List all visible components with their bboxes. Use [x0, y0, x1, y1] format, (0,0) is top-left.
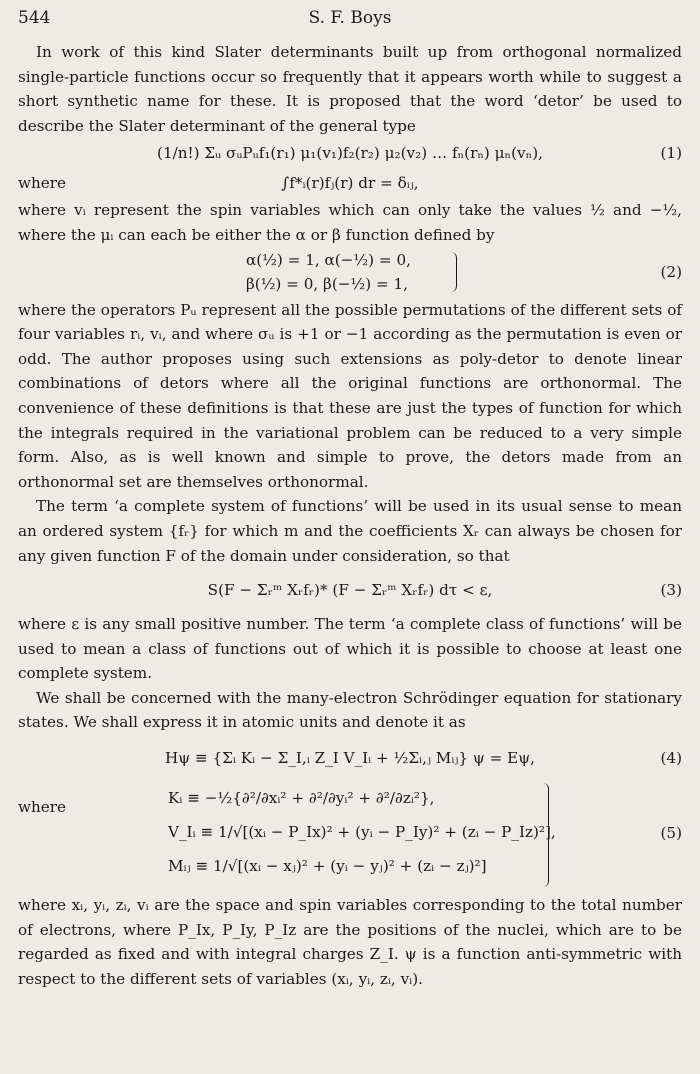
equation-1-number: (1) [660, 144, 682, 163]
normalization-where: where [18, 174, 67, 193]
equation-3-expression: S(F − Σᵣᵐ Xᵣfᵣ)* (F − Σᵣᵐ Xᵣfᵣ) dτ < ε, [207, 581, 493, 600]
article-body [18, 40, 682, 991]
equation-2-line-1: α(½) = 1, α(−½) = 0, [246, 250, 411, 269]
equation-5-number: (5) [660, 824, 682, 843]
paragraph-3: where the operators Pᵤ represent all the possible permutations of the different sets of four variables rᵢ, vᵢ, and where σᵤ is +1 or −1 according as the permutation is even or odd. The author proposes using such extensions as poly-detor to denote linear combinations of detors where all the original functions are orthonormal. The convenience of these definitions is that these are just the types of function for which the integrals required in the variational problem can be reduced to a very simple form. Also, as is well known and simple to prove, the detors made from an orthonormal set are themselves orthonormal. [18, 300, 682, 491]
equation-4-number: (4) [660, 749, 682, 768]
normalization-equation [18, 168, 682, 198]
equation-5-line-3: Mᵢⱼ ≡ 1/√[(xᵢ − xⱼ)² + (yᵢ − yⱼ)² + (zᵢ − zⱼ)²] [168, 857, 487, 876]
equation-5 [18, 781, 682, 893]
paragraph-5: where ε is any small positive number. The term ‘a complete class of functions’ will be used to mean a class of functions out of which it is possible to choose at least one complete system. [18, 615, 682, 683]
equation-5-line-1: Kᵢ ≡ −½{∂²/∂xᵢ² + ∂²/∂yᵢ² + ∂²/∂zᵢ²}, [168, 789, 435, 808]
equation-5-brace [538, 783, 549, 887]
page-header [18, 8, 682, 32]
equation-3 [18, 568, 682, 612]
equation-4 [18, 735, 682, 781]
paragraph-2: where vᵢ represent the spin variables which can only take the values ½ and −½, where the μᵢ can each be either the α or β function defined by [18, 201, 682, 244]
paragraph-4: The term ‘a complete system of functions’ will be used in its usual sense to mean an ordered system {fᵣ} for which m and the coefficients Xᵣ can always be chosen for any given function F of the domain under consideration, so that [18, 497, 682, 565]
equation-3-number: (3) [660, 581, 682, 600]
equation-1 [18, 138, 682, 168]
equation-5-where: where [18, 798, 67, 817]
page-number: 544 [18, 8, 51, 28]
equation-2 [18, 248, 682, 298]
equation-2-line-2: β(½) = 0, β(−½) = 1, [246, 274, 408, 293]
paragraph-6: We shall be concerned with the many-electron Schrödinger equation for stationary states. We shall express it in atomic units and denote it as [18, 688, 682, 732]
running-title: S. F. Boys [308, 8, 392, 28]
equation-5-line-2: V_Iᵢ ≡ 1/√[(xᵢ − P_Ix)² + (yᵢ − P_Iy)² + (zᵢ − P_Iz)²], [168, 823, 556, 842]
equation-4-expression: Hψ ≡ {Σᵢ Kᵢ − Σ_I,ᵢ Z_I V_Iᵢ + ½Σᵢ,ⱼ Mᵢⱼ} ψ = Eψ, [164, 749, 536, 768]
equation-1-expression: (1/n!) Σᵤ σᵤPᵤf₁(r₁) μ₁(v₁)f₂(r₂) μ₂(v₂) … fₙ(rₙ) μₙ(vₙ), [157, 144, 543, 163]
equation-2-brace [448, 252, 457, 292]
normalization-expression: ∫f*ᵢ(r)fⱼ(r) dr = δᵢⱼ, [281, 174, 419, 193]
paragraph-1: In work of this kind Slater determinants built up from orthogonal normalized single-particle functions occur so frequently that it appears worth while to suggest a short synthetic name for these. It is proposed that the word ‘detor’ be used to describe the Slater determinant of the general type [18, 43, 682, 135]
equation-2-number: (2) [660, 262, 682, 281]
paragraph-7: where xᵢ, yᵢ, zᵢ, vᵢ are the space and spin variables corresponding to the total number of electrons, where P_Ix, P_Iy, P_Iz are the positions of the nuclei, which are to be regarded as fixed and with integral charges Z_I. ψ is a function anti-symmetric with respect to the different sets of variables (xᵢ, yᵢ, zᵢ, vᵢ). [18, 896, 682, 988]
